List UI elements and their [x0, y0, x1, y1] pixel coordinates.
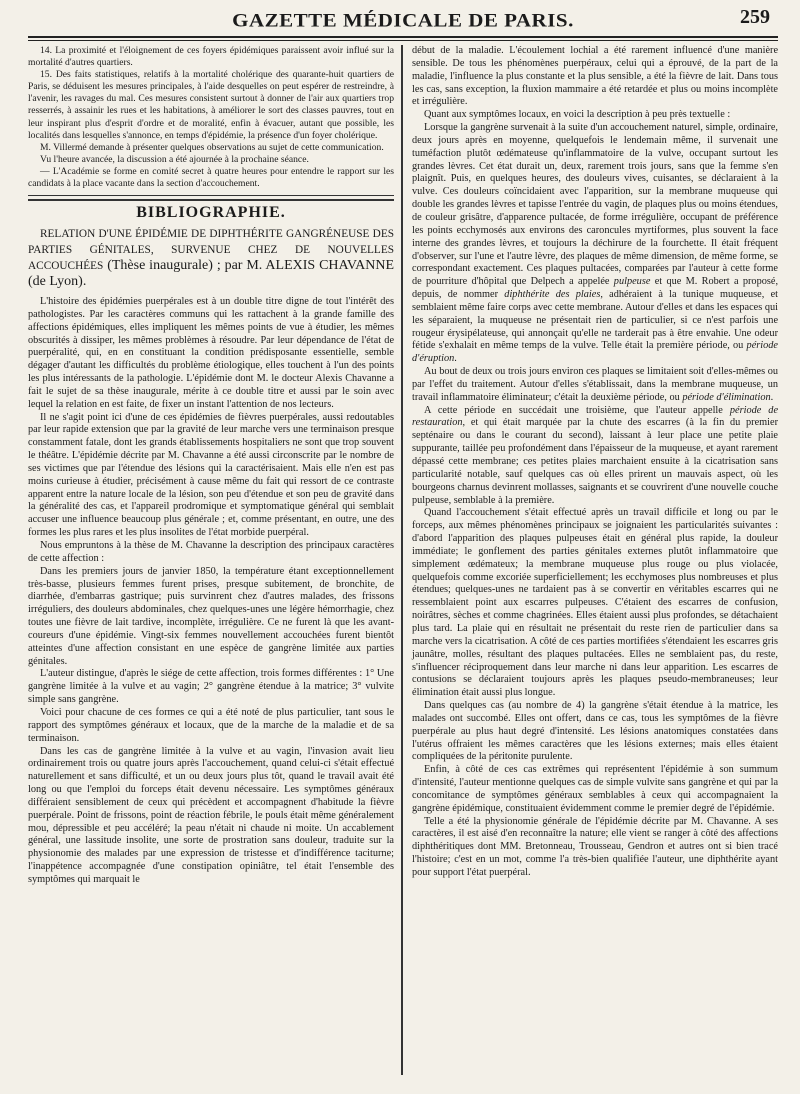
- minutes-adjourned: Vu l'heure avancée, la discussion a été ajournée à la prochaine séance.: [40, 153, 309, 165]
- description-text: Lorsque la gangrène survenait à la suite d'un accouchement naturel, simple, ordinaire, deux jours après en moyenne, quelquefois le lendemain même, il survenait une tuméfaction plutôt œdémateuse qu'inflammatoire de la vulve, occupant surtout les grandes lèvres. Cet état durait un, deux, rarement trois jours, sans que la femme s'en plaignît. Puis, en quelques heures, des douleurs vives, cuisantes, se déclaraient à la vulve. Ces douleurs coïncidaient avec l'apparition, sur la membrane muqueuse qui double les grandes lèvres et tapisse l'entrée du vagin, de plaques plus ou moins étendues, de couleur grisâtre, d'apparence pultacée, de forme irrégulière, occupant de préférence les points ecchymosés aux environs des caroncules myrtiformes, plus souvent la face interne des grandes lèvres, et toujours la déchirure de la fourchette. Il était fréquent d'observer, sur l'une et l'autre lèvre, des plaques de même dimension, de même forme, se correspondant exactement. Ces plaques pultacées, comparées par l'auteur à cette forme de pourriture d'hôpital que Delpech a appelée: [412, 122, 779, 288]
- paragraph-forceps: Quand l'accouchement s'était effectué après un travail difficile et long ou par le forceps, aux mêmes phénomènes principaux se joignaient les particularités suivantes : d'abord l'apparition des plaques pulpeuses était en général plus rapide, la douleur immédiate; le gonflement des parties génitales externes plutôt inflammatoire que simplement œdémateux; la membrane muqueuse plus rouge ou plus violacée, quelquefois comme excoriée superficiellement; les ecchymoses plus nombreuses et plus étendues; quelques-unes ne tardaient pas à se convertir en véritables escarres qui ne ressemblaient point aux escarres pulpeuses. C'étaient des escarres de confusion, noirâtres, sèches et comme chagrinées. Elles étaient aussi plus profondes, se détachaient plus tard. La plaie qui en résultait ne présentait du reste rien de particulier dans sa marche vers la cicatrisation. A côté de ces parties mortifiées s'étendaient les escarres gris jaunâtre, molles, résultant des plaques pultacées. Elles ne semblaient pas, du reste, s'influencer réciproquement dans leur marche ni dans leur apparition. Les escarres de contusions se déclaraient toujours après les plaques pseudo-membraneuses; leur élimination était aussi plus longue.: [412, 507, 779, 699]
- section-title: BIBLIOGRAPHIE.: [136, 204, 286, 222]
- column-divider: [401, 45, 403, 1075]
- academy-minutes: [28, 45, 394, 190]
- elimination-text: Au bout de deux ou trois jours environ ces plaques se limitaient soit d'elles-mêmes ou par l'effet du traitement. Autour d'elles s'établissait, dans la membrane muqueuse, un travail inflammatoire éliminateur; c'était la deuxième période, ou: [412, 366, 779, 403]
- paragraph-continuation: début de la maladie. L'écoulement lochial a été rarement influencé d'une manière sensible. De tous les phénomènes puerpéraux, celui qui a éprouvé, de la part de la maladie, l'influence la plus constante et la plus sensible, a été la fièvre de lait. Dans tous les cas, sans exception, la fluxion mammaire a été retardée et plus ou moins incomplète et irrégulière.: [412, 45, 779, 108]
- paragraph-conclusion: Telle a été la physionomie générale de l'épidémie décrite par M. Chavanne. A ses caractères, il est aisé d'en reconnaître la nature; elle vient se ranger à côté des affections diphthéritiques dont MM. Bretonneau, Trousseau, Gendron et autres ont si bien tracé l'histoire; c'est en un mot, comme l'a très-bien qualifiée l'auteur, une diphthérite ayant pour support l'état puerpéral.: [412, 815, 779, 878]
- restauration-text: A cette période en succédait une troisième, que l'auteur appelle: [424, 404, 730, 416]
- article-title: [28, 226, 394, 290]
- italic-eruption: période d'éruption: [412, 340, 779, 365]
- article-author: ALEXIS CHAVANNE (de Lyon).: [28, 257, 395, 289]
- elimination-final: .: [770, 391, 774, 403]
- paragraph-matrice: Dans quelques cas (au nombre de 4) la gangrène s'était étendue à la matrice, les malades ont succombé. Elles ont offert, dans ce cas, tous les symptômes de la fièvre puerpérale au plus haut degré d'intensité. Les lésions anatomiques constatées dans l'utérus offraient les mêmes caractères que les lésions externes; mais elles étaient compliquées de la péritonite purulente.: [412, 700, 779, 763]
- right-column: [404, 45, 778, 1075]
- minutes-item-15: 15. Des faits statistiques, relatifs à la mortalité cholérique des quarante-huit quartiers de Paris, se déduisent les mesures principales, à l'aide desquelles on peut espérer de restreindre, à l'avenir, les ravages du mal. Ces mesures consistent surtout à donner de l'air aux quartiers trop resserrés, à assainir les rues et les habitations, à améliorer le sort des classes pauvres, tout en leur inspirant plus d'esprit d'ordre et de moralité, enfin à évacuer, autant que possible, les localités dans lesquelles s'annonce, en temps d'épidémie, la présence d'un foyer cholérique.: [28, 69, 395, 141]
- restauration-end: , et qui était marquée par la chute des escarres (à la fin du premier septénaire ou dans le courant du second), laissant à leur place une petite plaie suppurante, taillée peu profondément dans l'épaisseur de la muqueuse, et ayant rarement dépassé cette membrane; ces petites plaies marchaient ensuite à la cicatrisation sans particularité notable, sauf quelques cas où elles prirent un mauvais aspect, où les bourgeons charnus devinrent mollasses, saignants et se couvrirent d'une nouvelle couche pulpeuse, semblable à la première.: [412, 417, 779, 506]
- left-column: [28, 45, 400, 1075]
- section-rule: [28, 195, 394, 196]
- minutes-secret-committee: — L'Académie se forme en comité secret à quatre heures pour entendre le rapport sur les candidats à la place vacante dans la section d'accouchement.: [28, 165, 395, 190]
- paragraph-symptomes-locaux: Quant aux symptômes locaux, en voici la description à peu près textuelle :: [424, 109, 731, 121]
- header-rule-thin: [28, 40, 778, 41]
- minutes-villerme: M. Villermé demande à présenter quelques observations au sujet de cette communication.: [40, 141, 384, 153]
- page-number: 259: [740, 6, 770, 28]
- paragraph-vulve: Dans les cas de gangrène limitée à la vulve et au vagin, l'invasion avait lieu ordinairement trois ou quatre jours après l'accouchement, quand celui-ci s'était effectué naturellement et sans difficulté, et un ou deux jours plus tôt, quand le travail avait été long ou que l'emploi du forceps était devenu nécessaire. Les symptômes généraux différaient sensiblement de ceux qui précèdent et accompagnent d'habitude la fièvre puerpérale. Point de frissons, point de réaction fébrile, le pouls était même généralement mou, dépressible et peu accéléré; la peau n'était ni chaude ni moite. Un accablement général, une lassitude insolite, une sorte de prostration sans douleur, traduite sur la physionomie des malades par une expression de tristesse et d'indifférence taciturne; l'inappétence accompagnée d'une constipation opiniâtre, tel était l'ensemble des symptômes qui marquait le: [28, 745, 395, 885]
- italic-elimination: période d'élimination: [682, 391, 771, 403]
- paragraph-context: Il ne s'agit point ici d'une de ces épidémies de fièvres puerpérales, aussi redoutables par leur rapide extension que par la gravité de leur marche vers une terminaison presque constamment fatale, dont les grands établissements hospitaliers ne sont que trop souvent le théâtre. L'épidémie décrite par M. Chavanne a été aussi circonscrite par le nombre de ses victimes que par l'étendue des lésions qui la caractérisaient. Mais elle n'en est pas moins curieuse à étudier, précisément à cause même du fait qui ressort de ce contraste apparent entre la nature locale de la lésion, son peu d'étendue et son peu de gravité dans la généralité des cas, et l'appareil prodromique et symptomatique général qui semblait accuser une influence beaucoup plus générale ; et, comme présentant, en outre, une des formes les plus rares et les plus insolites de l'état morbide puerpéral.: [28, 411, 395, 539]
- paragraph-description: [412, 122, 778, 366]
- paragraph-intro: L'histoire des épidémies puerpérales est à un double titre digne de tout l'intérêt des pathologistes. Par les caractères communs qui les rattachent à la grande famille des affections épidémiques, elles impliquent les mêmes points de vue à étudier, les mêmes obscurités à dissiper, les mêmes problèmes à résoudre. Par leur dépendance de l'état de puerpéralité, qui, en en constituant la condition prédisposante essentielle, semble dégager d'autant les difficultés du problème étiologique, elles touchent à l'un des points les plus intéressants de la pathologie. L'épidémie dont M. le docteur Alexis Chavanne a fait le sujet de sa thèse inaugurale, mérite à ce double titre et aussi par le soin avec lequel la relation en est faite, de fixer un instant l'attention de nos lecteurs.: [28, 295, 395, 410]
- paragraph-borrow: Nous empruntons à la thèse de M. Chavanne la description des principaux caractères de cette affection :: [28, 540, 395, 564]
- section-rule-thick: [28, 199, 394, 201]
- paragraph-elimination: [412, 366, 778, 405]
- paragraph-vulvite: Enfin, à côté de ces cas extrêmes qui représentent l'épidémie à son summum d'intensité, l'auteur mentionne quelques cas de simple vulvite sans gangrène et qui par la concomitance de symptômes généraux semblables à ceux qui accompagnaient la gangrène épidémique, constituaient évidemment comme le premier degré de l'épidémie.: [412, 764, 779, 814]
- italic-pulpeuse: pulpeuse: [613, 276, 651, 288]
- italic-diphtherite: diphthérite des plaies: [504, 289, 601, 301]
- two-column-body: [28, 45, 778, 1075]
- italic-restauration: période de restauration: [412, 404, 779, 429]
- minutes-item-14: 14. La proximité et l'éloignement de ces foyers épidémiques paraissent avoir influé sur la mortalité d'autres quartiers.: [28, 45, 395, 69]
- paragraph-january: Dans les premiers jours de janvier 1850, la température étant exceptionnellement très-basse, plusieurs femmes furent prises, presque subitement, de bronchite, de diarrhée, d'embarras gastrique; puis survinrent chez d'autres malades, des frissons irréguliers, des douleurs abdominales, chez quelques-unes une légère hémorrhagie, chez toutes une fièvre de lait tardive, incomplète, irrégulière. Ce ne furent là que les avant-coureurs d'une épidémie. Vingt-six femmes nouvellement accouchées furent bientôt atteintes d'une affection consistant en une espèce de gangrène limitée aux parties génitales.: [28, 565, 395, 667]
- paragraph-voici: Voici pour chacune de ces formes ce qui a été noté de plus particulier, tant sous le rapport des symptômes généraux et locaux, que de la marche de la maladie et de sa terminaison.: [28, 706, 395, 744]
- paragraph-restauration: [412, 405, 778, 508]
- masthead: GAZETTE MÉDICALE DE PARIS.: [232, 9, 574, 31]
- description-final: .: [454, 353, 457, 365]
- article-title-these: (Thèse inaugurale) ; par M.: [103, 257, 266, 273]
- paragraph-forms: L'auteur distingue, d'après le siége de cette affection, trois formes différentes : 1° Une gangrène limitée à la vulve et au vagin; 2° gangrène étendue à la matrice; 3° vulvite simple sans gangrène.: [28, 668, 395, 706]
- description-mid: et que M. Robert a proposé, depuis, de nommer: [412, 276, 779, 301]
- description-end: , adhéraient à la tunique muqueuse, et semblaient même faire corps avec cette membrane. Autour d'elles et dans les espaces qui les séparaient, la muqueuse ne présentait rien de particulier, si ce n'est parfois une rougeur érysipélateuse, qui annonçait qu'elle ne tarderait pas à être envahie. Une odeur fétide s'exhalait en même temps de la vulve. Telle était la première période, ou: [412, 289, 779, 352]
- header-rule: [28, 36, 778, 38]
- page-header: [28, 0, 778, 34]
- article-title-main: RELATION D'UNE ÉPIDÉMIE DE DIPHTHÉRITE GANGRÉNEUSE DES PARTIES GÉNITALES, SURVENUE CHEZ DE NOUVELLES ACCOUCHÉES: [28, 227, 395, 272]
